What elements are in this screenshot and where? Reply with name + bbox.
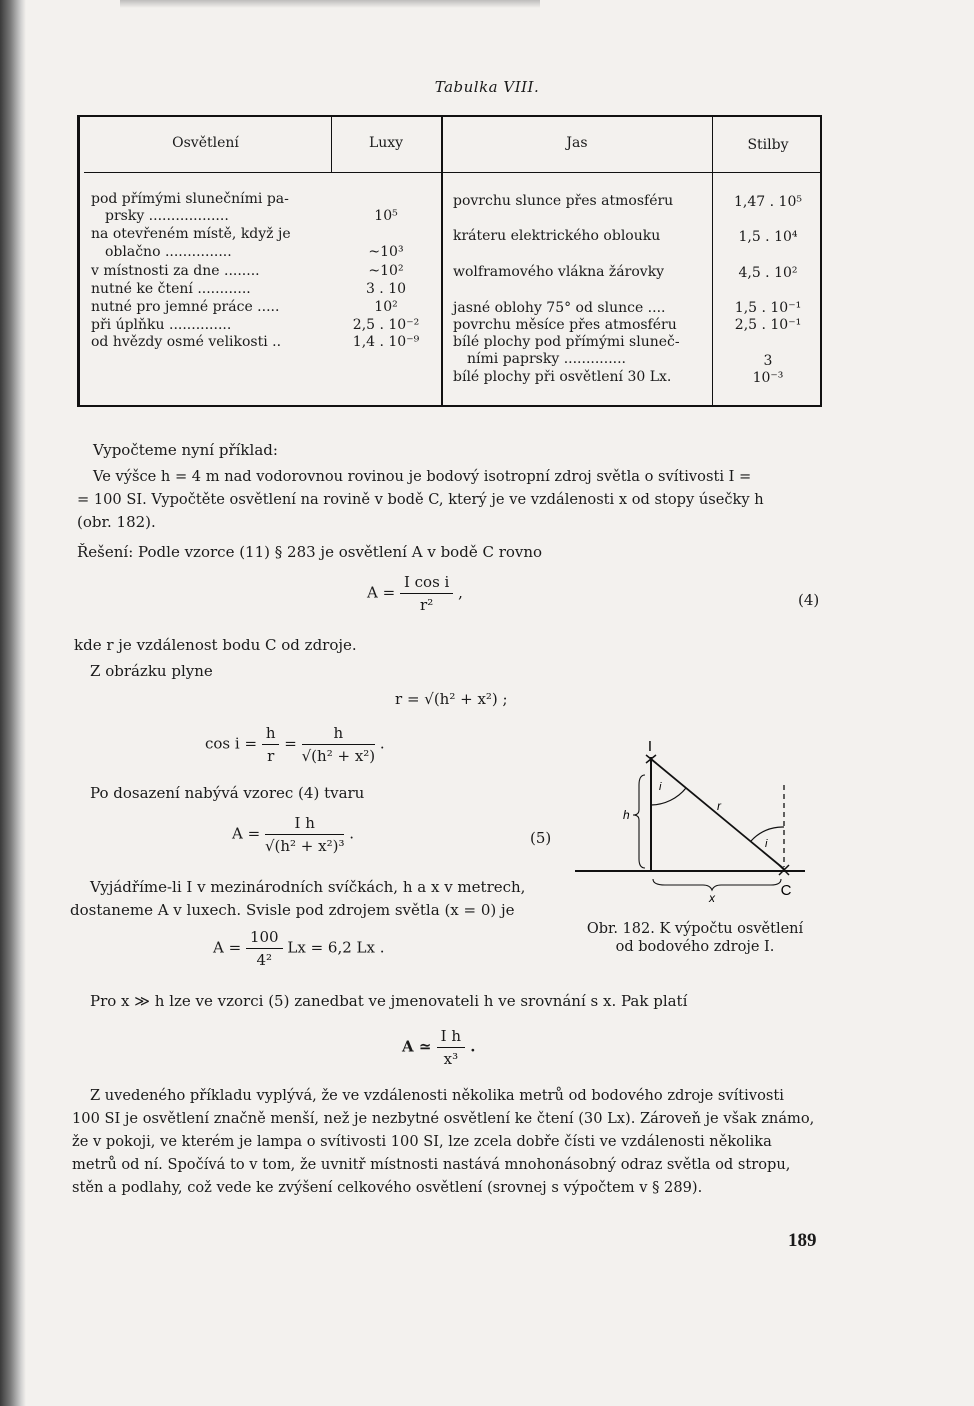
- equation-number: (4): [798, 591, 820, 609]
- left-row-label: při úplňku ..............: [91, 317, 232, 333]
- lux-value: 2,5 . 10⁻²: [352, 317, 420, 333]
- lux-value: ~10³: [368, 244, 404, 260]
- denominator: r: [267, 747, 275, 765]
- formula-lhs: A =: [232, 824, 261, 843]
- formula-r: r = √(h² + x²) ;: [395, 690, 508, 708]
- formula-rest: Lx = 6,2 Lx .: [287, 938, 385, 957]
- header-rule: [84, 172, 820, 173]
- brace-x: [653, 879, 781, 890]
- fraction: [262, 724, 280, 765]
- equals: =: [284, 734, 297, 753]
- lux-value: 1,4 . 10⁻⁹: [352, 334, 420, 350]
- left-row-label: pod přímými slunečními pa-: [91, 191, 289, 207]
- numerator: h: [262, 724, 280, 745]
- jas-row-label: bílé plochy pod přímými sluneč-: [453, 334, 680, 350]
- denominator: 4²: [256, 951, 273, 969]
- formula-6: [213, 928, 384, 969]
- paragraph: dostaneme A v luxech. Svisle pod zdrojem světla (x = 0) je: [70, 901, 515, 919]
- figure-caption-line: od bodového zdroje I.: [615, 939, 775, 955]
- jas-row-label: povrchu slunce přes atmosféru: [453, 193, 674, 209]
- stilb-value: 3: [763, 353, 773, 369]
- left-row-label: nutné pro jemné práce .....: [91, 299, 280, 315]
- angle-arc-bottom: [751, 827, 784, 841]
- header-stilby: Stilby: [747, 137, 789, 153]
- formula-7: [402, 1027, 476, 1068]
- formula-5: [232, 814, 354, 855]
- angle-arc-top: [651, 788, 686, 805]
- paragraph: Po dosazení nabývá vzorec (4) tvaru: [90, 784, 365, 802]
- left-row-label: od hvězdy osmé velikosti ..: [91, 334, 282, 350]
- lux-value: 10⁵: [374, 208, 398, 224]
- data-table: [77, 115, 822, 407]
- formula-cos: [205, 724, 385, 765]
- stilb-value: 1,47 . 10⁵: [734, 194, 802, 210]
- jas-row-label: jasné oblohy 75° od slunce ....: [453, 300, 666, 316]
- numerator: I h: [265, 814, 345, 835]
- jas-row-label: kráteru elektrického oblouku: [453, 228, 661, 244]
- formula-punct: .: [470, 1037, 476, 1056]
- stilb-value: 4,5 . 10²: [738, 265, 798, 281]
- label-distance: r: [717, 799, 721, 813]
- page-number: 189: [788, 1230, 817, 1251]
- numerator: I cos i: [400, 573, 453, 594]
- formula-lhs: A =: [213, 938, 242, 957]
- left-row-label: v místnosti za dne ........: [91, 263, 260, 279]
- jas-row-label: wolframového vlákna žárovky: [453, 264, 665, 280]
- figure-182: [575, 735, 825, 910]
- paragraph: Vyjádříme-li I v mezinárodních svíčkách, h a x v metrech,: [90, 878, 526, 896]
- figure-caption: [570, 920, 820, 956]
- label-source: I: [647, 738, 653, 755]
- paragraph: Z obrázku plyne: [90, 662, 213, 680]
- paragraph: Řešení: Podle vzorce (11) § 283 je osvětlení A v bodě C rovno: [77, 543, 543, 561]
- fraction: [400, 573, 453, 614]
- paragraph: 100 SI je osvětlení značně menší, než je nezbytné osvětlení ke čtení (30 Lx). Zároveň je však známo,: [72, 1110, 815, 1127]
- jas-row-label: bílé plochy při osvětlení 30 Lx.: [453, 369, 672, 385]
- paragraph: (obr. 182).: [77, 513, 156, 531]
- table-caption: Tabulka VIII.: [434, 78, 540, 96]
- lux-value: 3 . 10: [365, 281, 407, 297]
- label-angle-bottom: i: [765, 838, 768, 850]
- label-angle-top: i: [659, 781, 662, 793]
- lux-value: ~10²: [368, 263, 404, 279]
- label-point-c: C: [780, 882, 792, 899]
- numerator: I h: [437, 1027, 465, 1048]
- paragraph: Pro x ≫ h lze ve vzorci (5) zanedbat ve jmenovateli h ve srovnání s x. Pak platí: [90, 992, 688, 1010]
- stilb-value: 1,5 . 10⁻¹: [734, 300, 802, 316]
- formula-punct: ,: [458, 583, 463, 602]
- denominator: √(h² + x²)³: [264, 837, 345, 855]
- formula-lhs: cos i =: [205, 734, 258, 753]
- scan-edge: [0, 0, 26, 1406]
- paragraph: Z uvedeného příkladu vyplývá, že ve vzdálenosti několika metrů od bodového zdroje svítivosti: [90, 1087, 784, 1104]
- fraction: [246, 928, 283, 969]
- header-luxy: Luxy: [368, 135, 404, 151]
- numerator: 100: [246, 928, 283, 949]
- stilb-value: 10⁻³: [752, 370, 784, 386]
- left-row-label: na otevřeném místě, když je: [91, 226, 291, 242]
- fraction: [437, 1027, 465, 1068]
- formula-punct: .: [379, 734, 385, 753]
- stilb-value: 1,5 . 10⁴: [738, 229, 798, 245]
- paragraph: metrů od ní. Spočívá to v tom, že uvnitř místnosti nastává mnohonásobný odraz světla od stropu,: [72, 1156, 791, 1173]
- lux-value: 10²: [374, 299, 398, 315]
- paragraph: = 100 SI. Vypočtěte osvětlení na rovině v bodě C, který je ve vzdálenosti x od stopy úsečky h: [77, 491, 764, 508]
- brace-h: [633, 775, 645, 868]
- paragraph: kde r je vzdálenost bodu C od zdroje.: [74, 636, 357, 654]
- col-divider: [441, 117, 443, 405]
- ray-line: [651, 759, 784, 869]
- paragraph: že v pokoji, ve kterém je lampa o svítivosti 100 SI, lze zcela dobře čísti ve vzdálenosti několika: [72, 1133, 772, 1150]
- figure-caption-line: Obr. 182. K výpočtu osvětlení: [586, 921, 804, 937]
- paragraph: stěn a podlahy, což vede ke zvýšení celkového osvětlení (srovnej s výpočtem v § 289).: [72, 1179, 703, 1196]
- fraction: [302, 724, 376, 765]
- denominator: x³: [443, 1050, 459, 1068]
- jas-row-label: ními paprsky ..............: [467, 351, 626, 367]
- fraction: [265, 814, 345, 855]
- formula-punct: .: [349, 824, 355, 843]
- label-height: h: [623, 808, 630, 822]
- equation-number: (5): [530, 829, 552, 847]
- jas-row-label: povrchu měsíce přes atmosféru: [453, 317, 677, 333]
- paragraph: Vypočteme nyní příklad:: [93, 441, 278, 459]
- scan-shadow: [120, 0, 540, 8]
- formula-lhs: A =: [367, 583, 396, 602]
- numerator: h: [302, 724, 376, 745]
- paragraph: Ve výšce h = 4 m nad vodorovnou rovinou je bodový isotropní zdroj světla o svítivosti I =: [93, 468, 752, 485]
- formula-4: [367, 573, 463, 614]
- header-osvetleni: Osvětlení: [172, 135, 239, 151]
- label-x: x: [709, 891, 715, 905]
- formula-lhs: A ≃: [402, 1037, 432, 1056]
- denominator: √(h² + x²): [301, 747, 376, 765]
- left-row-label: prsky ..................: [105, 208, 229, 224]
- header-jas: Jas: [566, 135, 588, 151]
- left-row-label: oblačno ...............: [105, 244, 232, 260]
- stilb-value: 2,5 . 10⁻¹: [734, 317, 802, 333]
- left-row-label: nutné ke čtení ............: [91, 281, 251, 297]
- denominator: r²: [420, 596, 434, 614]
